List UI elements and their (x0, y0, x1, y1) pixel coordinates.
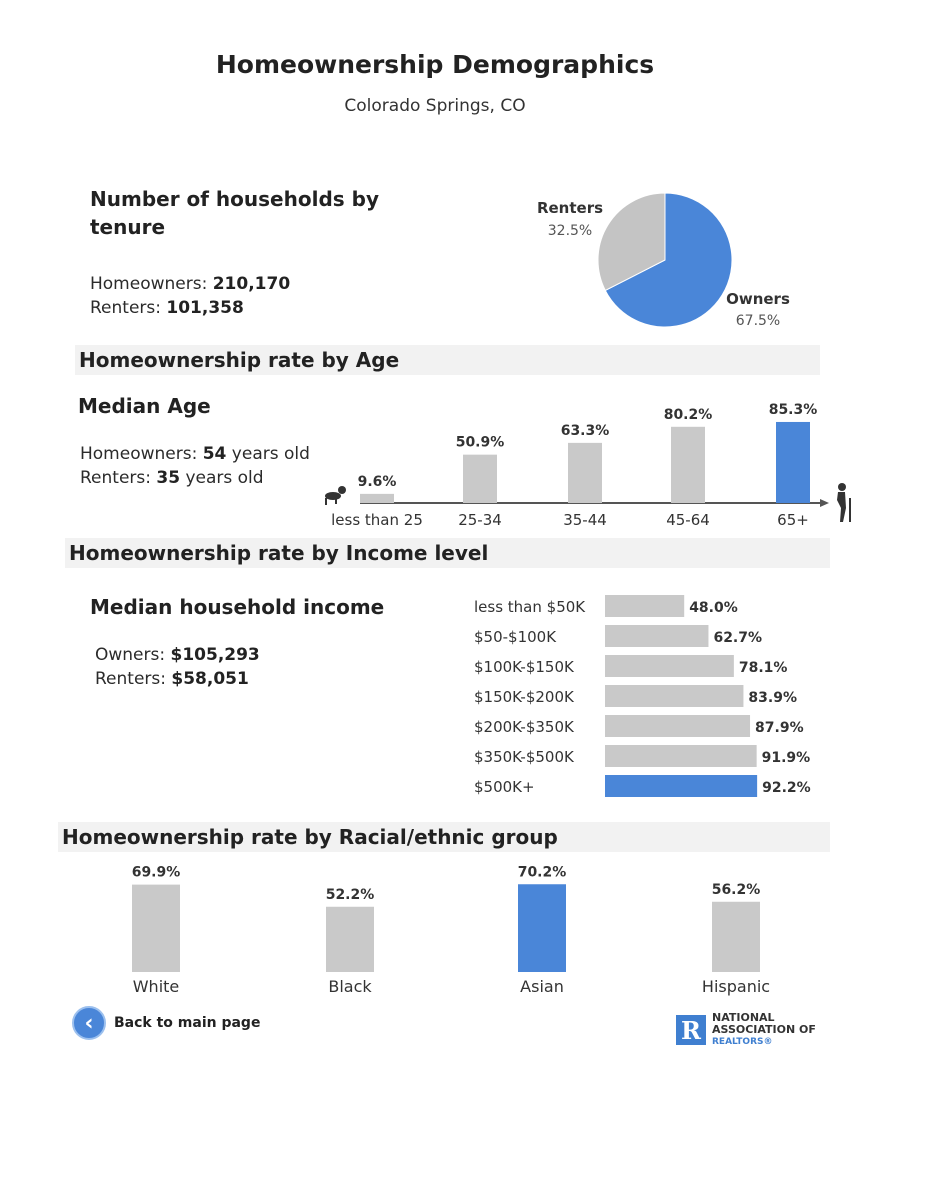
income-band-title: Homeownership rate by Income level (69, 541, 489, 565)
race-band-title: Homeownership rate by Racial/ethnic group (62, 825, 558, 849)
tenure-heading (90, 185, 379, 241)
income-category-label: $500K+ (474, 778, 535, 796)
nar-logo-line2: ASSOCIATION OF (712, 1023, 816, 1036)
median-income-owners-label: Owners: (95, 645, 171, 665)
age-bar-value: 63.3% (560, 422, 610, 439)
race-category-label: Hispanic (701, 977, 771, 996)
age-bar-value: 50.9% (455, 434, 505, 451)
age-band (75, 345, 820, 375)
median-age-renters-label: Renters: (80, 468, 157, 488)
race-category-label: White (132, 977, 180, 996)
age-category-label: 35-44 (563, 511, 607, 529)
income-bar-value: 78.1% (738, 660, 788, 676)
nar-logo (676, 1012, 816, 1048)
income-category-label: $200K-$350K (474, 718, 574, 736)
income-bar (605, 745, 757, 767)
pie-value-owners: 67.5% (735, 313, 781, 329)
homeowners-count (90, 272, 290, 296)
median-age-owners-suffix: years old (226, 444, 310, 464)
income-band (65, 538, 830, 568)
race-bar-value: 70.2% (517, 864, 567, 881)
back-to-main-label: Back to main page (114, 1015, 261, 1031)
median-income-renters (95, 667, 260, 691)
income-category-label: $150K-$200K (474, 688, 574, 706)
age-bar (671, 427, 705, 503)
median-age-owners-value: 54 (202, 444, 227, 464)
age-bar (360, 494, 394, 503)
age-bar (776, 422, 810, 503)
race-bar-chart (90, 860, 810, 1000)
race-category-label: Asian (520, 977, 564, 996)
income-category-label: $100K-$150K (474, 658, 574, 676)
income-bar-chart (470, 592, 830, 807)
race-bar (712, 902, 760, 972)
median-age-stats (80, 442, 310, 490)
median-income-renters-label: Renters: (95, 669, 172, 689)
income-category-label: less than $50K (474, 598, 586, 616)
income-bar (605, 775, 757, 797)
median-income-owners (95, 643, 260, 667)
tenure-stats (90, 272, 290, 320)
nar-logo-line1: NATIONAL (712, 1011, 775, 1024)
income-bar-value: 91.9% (761, 750, 811, 766)
race-bar (326, 907, 374, 972)
age-category-label: less than 25 (331, 511, 423, 529)
income-category-label: $350K-$500K (474, 748, 574, 766)
tenure-pie-chart (520, 185, 820, 335)
median-age-heading: Median Age (78, 394, 211, 418)
renters-count (90, 296, 290, 320)
age-bar-value: 80.2% (663, 406, 713, 423)
income-bar-value: 83.9% (748, 690, 798, 706)
age-category-label: 45-64 (666, 511, 710, 529)
median-age-renters-suffix: years old (180, 468, 264, 488)
age-category-label: 25-34 (458, 511, 502, 529)
income-bar-value: 92.2% (762, 780, 811, 796)
age-bar-value: 9.6% (357, 473, 397, 490)
baby-icon (325, 486, 346, 505)
median-income-heading: Median household income (90, 595, 385, 619)
elderly-icon (837, 483, 851, 522)
age-category-label: 65+ (777, 511, 809, 529)
income-bar (605, 595, 684, 617)
race-bar-value: 69.9% (131, 864, 181, 881)
renters-count-label: Renters: (90, 298, 167, 318)
race-bar (518, 884, 566, 972)
race-bar (132, 885, 180, 972)
median-age-renters (80, 466, 310, 490)
page-title: Homeownership Demographics (215, 50, 655, 79)
tenure-heading-line2: tenure (90, 215, 166, 239)
pie-label-owners: Owners (726, 290, 790, 308)
homeowners-count-value: 210,170 (212, 274, 291, 294)
nar-logo-text (712, 1012, 816, 1048)
age-bar (568, 443, 602, 503)
homeowners-count-label: Homeowners: (90, 274, 213, 294)
race-band (58, 822, 830, 852)
chevron-left-icon: ‹ (72, 1006, 106, 1040)
renters-count-value: 101,358 (166, 298, 244, 318)
income-bar-value: 87.9% (755, 720, 804, 736)
median-age-renters-value: 35 (156, 468, 181, 488)
race-bar-value: 56.2% (711, 881, 761, 898)
income-bar (605, 655, 734, 677)
age-axis-arrow (820, 499, 829, 507)
age-bar (463, 455, 497, 503)
income-bar-value: 48.0% (689, 600, 738, 616)
median-age-owners (80, 442, 310, 466)
page-subtitle: Colorado Springs, CO (344, 96, 526, 116)
income-bar (605, 685, 743, 707)
income-bar-value: 62.7% (713, 630, 763, 646)
income-bar (605, 625, 708, 647)
income-bar (605, 715, 750, 737)
realtor-r-icon: R (676, 1015, 706, 1045)
median-income-renters-value: $58,051 (171, 669, 249, 689)
race-category-label: Black (328, 977, 372, 996)
age-bar-value: 85.3% (768, 401, 818, 418)
age-band-title: Homeownership rate by Age (79, 348, 400, 372)
pie-value-renters: 32.5% (547, 223, 593, 239)
tenure-heading-line1: Number of households by (90, 187, 379, 211)
age-bar-chart (315, 390, 855, 535)
median-income-owners-value: $105,293 (170, 645, 260, 665)
race-bar-value: 52.2% (325, 886, 375, 903)
pie-label-renters: Renters (536, 199, 604, 217)
nar-logo-line3: REALTORS® (712, 1037, 773, 1047)
back-to-main-link[interactable] (72, 1006, 260, 1040)
income-category-label: $50-$100K (474, 628, 557, 646)
median-age-owners-label: Homeowners: (80, 444, 203, 464)
median-income-stats (95, 643, 260, 691)
